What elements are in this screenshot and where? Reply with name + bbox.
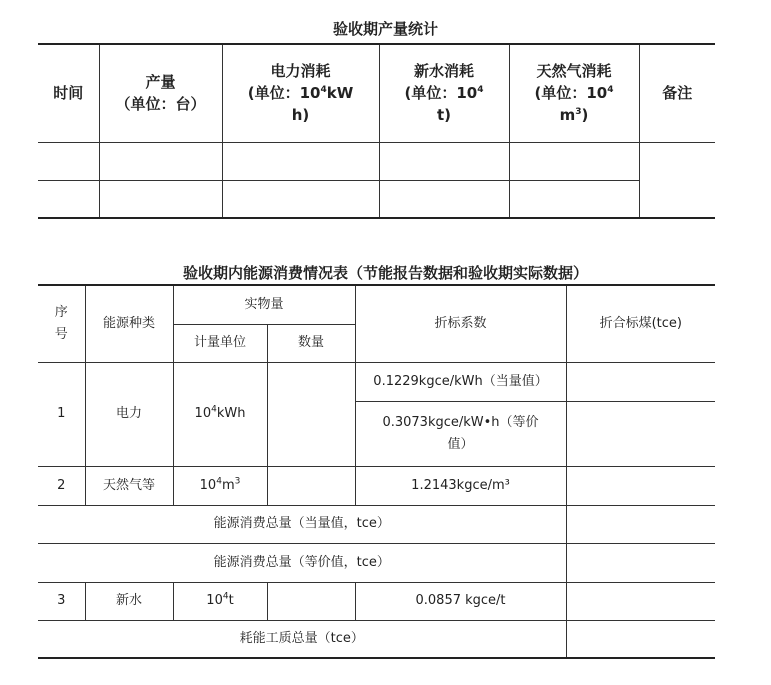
row3-coal: [566, 582, 715, 620]
header-qty: 数量: [267, 324, 355, 362]
row3-type: 新水: [85, 582, 173, 620]
row1-seq: 1: [38, 362, 85, 466]
row2-unit: $10^4m^3$: [173, 466, 267, 505]
total-equivalent: 能源消费总量（当量值，tce）: [38, 505, 566, 543]
remark-cell: [639, 142, 715, 218]
data-cell: [509, 180, 639, 218]
row1-type: 电力: [85, 362, 173, 466]
data-cell: [38, 142, 99, 180]
header-gas-line3: $m^3$): [559, 106, 589, 125]
row1-coal1: [566, 362, 715, 401]
row2-coal: [566, 466, 715, 505]
row2-seq: 2: [38, 466, 85, 505]
header-remark: 备注: [639, 44, 715, 142]
table1-title: 验收期产量统计: [332, 20, 438, 38]
total-equal-price-value: [566, 543, 715, 582]
header-coal: 折合标煤(tce): [566, 285, 715, 362]
header-time: 时间: [38, 44, 99, 142]
header-output-line2: （单位：台）: [115, 95, 206, 114]
row1-unit: $10^4kWh$: [173, 362, 267, 466]
row3-unit: $10^4t$: [173, 582, 267, 620]
data-cell: [99, 180, 222, 218]
row1-qty: [267, 362, 355, 466]
header-power: [222, 44, 379, 142]
header-gas-line1: 天然气消耗: [536, 62, 612, 81]
header-physical: 实物量: [173, 285, 355, 324]
data-cell: [379, 180, 509, 218]
row3-seq: 3: [38, 582, 85, 620]
row2-qty: [267, 466, 355, 505]
header-gas-line2: (单位：$10^4$: [534, 84, 614, 103]
data-cell: [509, 142, 639, 180]
data-cell: [222, 180, 379, 218]
row2-coef: 1.2143kgce/m³: [355, 466, 566, 505]
header-power-line2: (单位：$10^4kW$: [247, 84, 354, 103]
header-seq: 序 号: [38, 285, 85, 362]
total-equivalent-value: [566, 505, 715, 543]
header-unit: 计量单位: [173, 324, 267, 362]
header-water-line1: 新水消耗: [413, 62, 474, 81]
header-gas: [509, 44, 639, 142]
data-cell: [38, 180, 99, 218]
header-water-line2: (单位：$10^4$: [404, 84, 484, 103]
data-cell: [222, 142, 379, 180]
header-power-line3: h): [291, 106, 310, 125]
total-equal-price: 能源消费总量（等价值，tce）: [38, 543, 566, 582]
production-stats-table: [38, 43, 715, 219]
row2-type: 天然气等: [85, 466, 173, 505]
row1-coef2: 0.3073kgce/kW•h（等价 值）: [355, 401, 566, 466]
total-working-medium: 耗能工质总量（tce）: [38, 620, 566, 658]
row1-coef1: 0.1229kgce/kWh（当量值）: [355, 362, 566, 401]
header-water: [379, 44, 509, 142]
header-coef: 折标系数: [355, 285, 566, 362]
total-working-medium-value: [566, 620, 715, 658]
row3-qty: [267, 582, 355, 620]
energy-consumption-table: [38, 284, 715, 659]
row1-coal2: [566, 401, 715, 466]
header-water-line3: t): [436, 106, 452, 125]
row3-coef: 0.0857 kgce/t: [355, 582, 566, 620]
data-cell: [99, 142, 222, 180]
header-output-line1: 产量: [145, 73, 176, 92]
header-energy-type: 能源种类: [85, 285, 173, 362]
header-power-line1: 电力消耗: [270, 62, 331, 81]
data-cell: [379, 142, 509, 180]
header-output: [99, 44, 222, 142]
table2-title: 验收期内能源消费情况表（节能报告数据和验收期实际数据）: [182, 264, 588, 282]
